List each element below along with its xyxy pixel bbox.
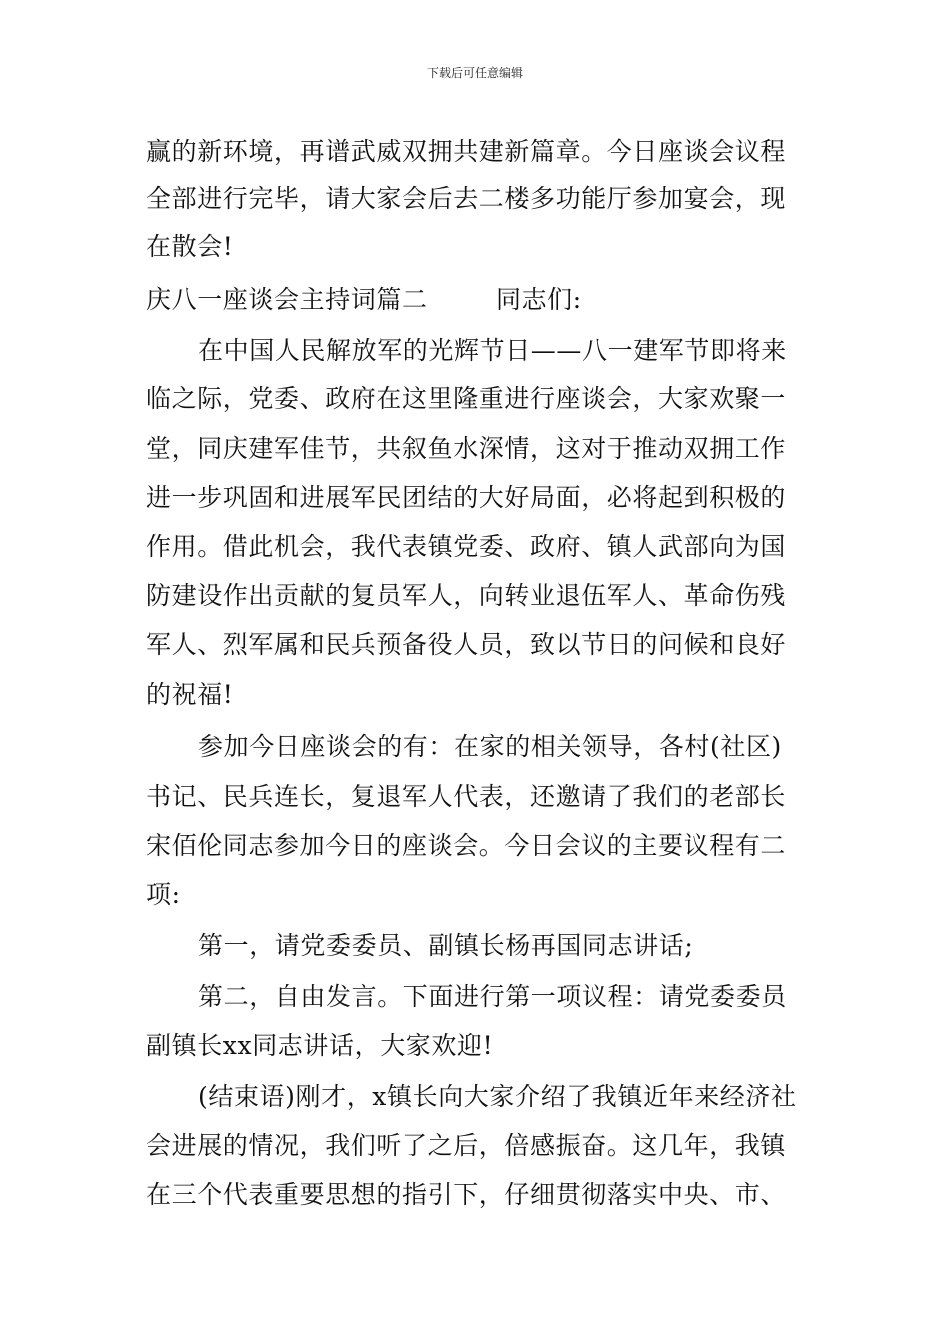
body-line: 副镇长xx同志讲话，大家欢迎! [146,1031,494,1060]
body-line: 第一，请党委委员、副镇长杨再国同志讲话; [198,931,694,960]
section-heading: 庆八一座谈会主持词篇二 同志们: [146,285,582,314]
body-line: 堂，同庆建军佳节，共叙鱼水深情，这对于推动双拥工作 [146,434,787,463]
body-line: 项: [146,880,181,909]
body-line: 第二，自由发言。下面进行第一项议程：请党委委员 [198,982,787,1011]
body-line: 的祝福! [146,680,234,709]
body-line: 全部进行完毕，请大家会后去二楼多功能厅参加宴会，现 [146,184,787,213]
body-line: 作用。借此机会，我代表镇党委、政府、镇人武部向为国 [146,532,787,561]
body-line: 军人、烈军属和民兵预备役人员，致以节日的问候和良好 [146,630,787,659]
page-header: 下载后可任意编辑 [426,66,523,80]
body-line: (结束语)刚才，x镇长向大家介绍了我镇近年来经济社 [198,1082,797,1111]
body-line: 进一步巩固和进展军民团结的大好局面，必将起到积极的 [146,483,787,512]
body-line: 书记、民兵连长，复退军人代表，还邀请了我们的老部长 [146,782,787,811]
body-line: 宋佰伦同志参加今日的座谈会。今日会议的主要议程有二 [146,831,787,860]
body-line: 防建设作出贡献的复员军人，向转业退伍军人、革命伤残 [146,581,787,610]
body-line: 临之际，党委、政府在这里隆重进行座谈会，大家欢聚一 [146,384,787,413]
body-line: 在三个代表重要思想的指引下，仔细贯彻落实中央、市、 [146,1180,787,1209]
body-line: 参加今日座谈会的有：在家的相关领导，各村(社区) [198,732,782,761]
body-line: 在中国人民解放军的光辉节日——八一建军节即将来 [198,336,787,365]
body-line: 会进展的情况，我们听了之后，倍感振奋。这几年，我镇 [146,1131,787,1160]
body-line: 在散会! [146,232,234,261]
body-line: 赢的新环境，再谱武威双拥共建新篇章。今日座谈会议程 [146,137,787,166]
